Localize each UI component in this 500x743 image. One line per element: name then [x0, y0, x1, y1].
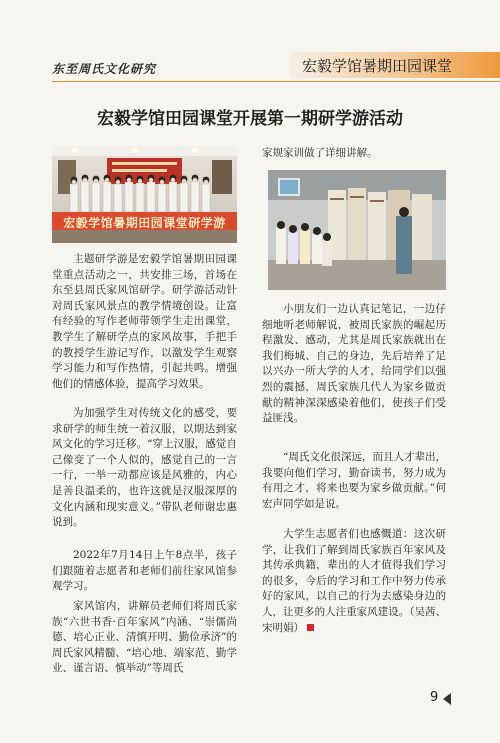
- right-paragraph-1: 小朋友们一边认真记笔记，一边仔细地听老师解说，被周氏家族的崛起历程激发、感动，尤其是周氏家族就出在我们梅城、自己的身边，先后培养了足以兴办一所大学的人才，给同学们以强烈的震撼，周氏家族几代人为家乡做贡献的精神深深感染着他们，使孩子们受益匪浅。: [262, 303, 446, 425]
- left-paragraph-3: 2022年7月14日上午8点半，孩子们跟随着志愿者和老师们前往家风馆参观学习。: [52, 549, 237, 593]
- exhibition-photo: [268, 170, 446, 290]
- exhibition-photo-image: [268, 170, 446, 290]
- left-paragraph-2: 为加强学生对传统文化的感受，要求研学的师生统一着汉服，以期达到家风文化的学习迁移。“穿上汉服，感觉自己像变了一个人似的，感觉自己的一言一行，一举一动都应该是风雅的，内心是善良温柔的，也许这就是汉服深厚的文化内涵和现实意义。”带队老师谢忠惠说到。: [52, 407, 237, 529]
- end-mark-icon: [307, 624, 314, 631]
- page-arrow-icon: [443, 693, 451, 705]
- right-paragraph-3-text: 大学生志愿者们也感慨道：这次研学，让我们了解到周氏家族百年家风及其传承典籍，辈出的人才值得我们学习的很多，今后的学习和工作中努力传承好的家风，以自己的行为去感染身边的人，让更多的人注重家风建设。: [262, 528, 446, 618]
- header-rule: [52, 81, 500, 82]
- left-paragraph-1: 主题研学游是宏毅学馆暑期田园课堂重点活动之一，共安排三场，首场在东至县周氏家风馆研学。研学游活动针对周氏家风景点的教学情境创设。让富有经验的写作老师带领学生走出课堂，教学生了解研学点的家风故事，手把手的教授学生游记写作，以激发学生观察学习能力和写作热情，引起共鸣。增强他们的情感体验，提高学习效果。: [52, 253, 237, 390]
- left-paragraph-4: 家风馆内，讲解员老师们将周氏家族“六世书香·百年家风”内涵、“崇儒尚德、培心正业、清慎开明、勤俭承济”的周氏家风精髓、“培心地、端家范、勤学业、谨言语、慎举动”等周氏: [52, 600, 237, 675]
- header-section-band: [290, 52, 500, 78]
- article-author: （吴茜、宋明娟）: [262, 605, 447, 634]
- right-paragraph-3: [262, 527, 446, 636]
- page-number: 9: [430, 690, 439, 705]
- right-paragraph-2: “周氏文化很深远，而且人才辈出，我要向他们学习，勤奋读书，努力成为有用之才，将来也要为家乡做贡献。”何宏声同学如是说。: [262, 451, 446, 510]
- article-title: 宏毅学馆田园课堂开展第一期研学游活动: [97, 109, 403, 129]
- group-photo-banner: 宏毅学馆暑期田园课堂研学游: [63, 216, 226, 230]
- header-section-title: 宏毅学馆暑期田园课堂: [302, 57, 453, 75]
- header-journal-title: 东至周氏文化研究: [52, 62, 157, 76]
- group-photo: [52, 146, 237, 243]
- right-continuation: 家规家训做了详细讲解。: [262, 147, 378, 159]
- page-header: [0, 50, 500, 82]
